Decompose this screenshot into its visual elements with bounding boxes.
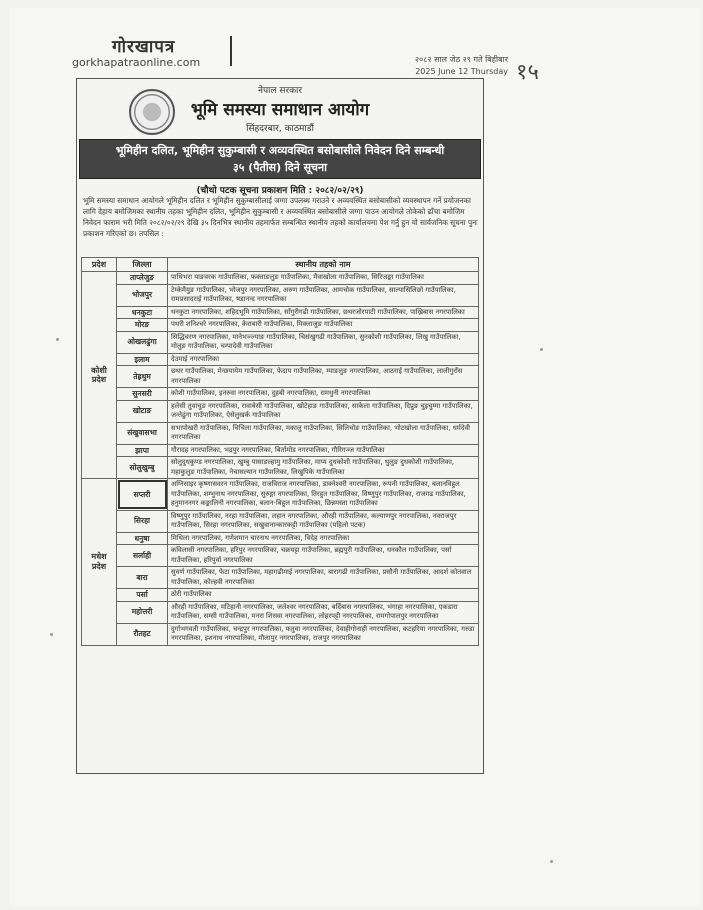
organization-location: सिंहदरबार, काठमाडौं xyxy=(246,124,314,134)
district-cell: सर्लाही xyxy=(117,545,168,567)
district-cell: इलाम xyxy=(117,353,168,366)
table-row xyxy=(82,388,479,401)
district-cell: पर्सा xyxy=(117,589,168,602)
local-levels-cell: हलेसी तुवाचुङ नगरपालिका, रावाबेसी गाउँपालिका, खोटेहाङ गाउँपालिका, साकेला गाउँपालिका, दिप्रुङ चुइचुम्मा गाउँपालिका, जन्तेढुंगा गाउँपालिका, ऐसेलुखर्क गाउँपालिका xyxy=(168,400,479,422)
local-levels-cell: सुवर्ण गाउँपालिका, फेटा गाउँपालिका, महागढीमाई नगरपालिका, बारागढी गाउँपालिका, प्रसौनी गाउँपालिका, आदर्श कोतवाल गाउँपालिका, कोल्हवी नगरपालिका xyxy=(168,567,479,589)
district-cell: भोजपुर xyxy=(117,284,168,306)
local-levels-cell: दुर्गाभगवती गाउँपालिका, चन्द्रपुर नगरपालिका, फतुवा नगरपालिका, देवाहीगोनाही नगरपालिका, कटहरिया नगरपालिका, गरुडा नगरपालिका, इशनाथ नगरपालिका, मौलापुर नगरपालिका, राजपुर नगरपालिका xyxy=(168,623,479,645)
local-levels-table xyxy=(81,257,479,646)
district-cell: सुनसरी xyxy=(117,388,168,401)
district-cell: धनुषा xyxy=(117,532,168,545)
table-row xyxy=(82,532,479,545)
district-cell: तेह्रथुम xyxy=(117,366,168,388)
local-levels-cell: छथर गाउँपालिका, मेन्छयायेम गाउँपालिका, फेदाप गाउँपालिका, म्याङलुङ नगरपालिका, आठराई गाउँपालिका, लालीगुराँस नगरपालिका xyxy=(168,366,479,388)
table-row xyxy=(82,331,479,353)
district-cell: सप्तरी xyxy=(117,479,168,511)
publication-date: (चौथो पटक सूचना प्रकाशन मिति : २०८२/०२/२९) xyxy=(196,186,364,196)
table-row xyxy=(82,601,479,623)
header-district: जिल्ला xyxy=(117,258,168,272)
masthead-divider xyxy=(230,36,232,66)
table-row xyxy=(82,284,479,306)
newspaper-masthead xyxy=(72,32,539,85)
district-cell: संखुवासभा xyxy=(117,422,168,444)
district-cell: धनकुटा xyxy=(117,306,168,319)
local-levels-cell: कोशी गाउँपालिका, इनरुवा नगरपालिका, दुहबी नगरपालिका, रामधुनी नगरपालिका xyxy=(168,388,479,401)
local-levels-cell: सोलुदुधकुण्ड नगरपालिका, खुम्बु पासाङल्हामु गाउँपालिका, माप्य दुधकोशी गाउँपालिका, थुलुङ दुधकोशी गाउँपालिका, महाकुलुङ गाउँपालिका, नेचासल्यान गाउँपालिका, लिखुपिके गाउँपालिका xyxy=(168,457,479,479)
local-levels-cell: ठोरी गाउँपालिका xyxy=(168,589,479,602)
district-cell: ताप्लेजुङ xyxy=(117,272,168,285)
scan-speck xyxy=(550,860,553,863)
newspaper-url: gorkhapatraonline.com xyxy=(72,56,201,69)
table-row xyxy=(82,444,479,457)
local-levels-cell: गौरादह नगरपालिका, भद्रपुर नगरपालिका, बिर्तामोड नगरपालिका, गौरिगञ्ज गाउँपालिका xyxy=(168,444,479,457)
notice-body-text: भूमि समस्या समाधान आयोगले भूमिहीन दलित र भूमिहीन सुकुम्बासीलाई जग्गा उपलब्ध गराउने र अव्यवस्थित बसोबासीको व्यवस्थापन गर्ने प्रयोजनका लागि देहाय बमोजिमका स्थानीय तहका भूमिहीन दलित, भूमिहीन सुकुम्बासी र अव्यवस्थित बसोबासीले जग्गा पाउन आयोगले तोकेको ढाँचा बमोजिम निवेदन फाराम भरी मिति २०८२/०२/२९ देखि ३५ दिनभित्र स्थानीय तहमार्फत सम्बन्धित स्थानीय तहको कार्यालयमा पेश गर्नु हुन यो सार्वजनिक सूचना पुनः प्रकाशन गरिएको छ। तपसिल : xyxy=(83,196,478,238)
local-levels-cell: सभापोखरी गाउँपालिका, चिचिला गाउँपालिका, मकालु गाउँपालिका, सिलिचोङ गाउँपालिका, भोटखोला गाउँपालिका, धर्मदेवी नगरपालिका xyxy=(168,422,479,444)
district-cell: खोटाङ xyxy=(117,400,168,422)
district-cell: ओखलढुंगा xyxy=(117,331,168,353)
scan-speck xyxy=(540,348,543,351)
table-row xyxy=(82,623,479,645)
table-row xyxy=(82,510,479,532)
table-row xyxy=(82,353,479,366)
table-row xyxy=(82,366,479,388)
scan-speck xyxy=(50,633,53,636)
table-header-row xyxy=(82,258,479,272)
local-levels-cell: धनकुटा नगरपालिका, शहिदभूमि गाउँपालिका, साँगुरीगढी गाउँपालिका, छथरजोरपाटी गाउँपालिका, पाख्रिबास नगरपालिका xyxy=(168,306,479,319)
header-local-level: स्थानीय तहको नाम xyxy=(168,258,479,272)
table-row xyxy=(82,306,479,319)
header-province: प्रदेश xyxy=(82,258,117,272)
local-levels-cell: देउमाई नगरपालिका xyxy=(168,353,479,366)
local-levels-cell: सिद्धिचरण नगरपालिका, मानेभञ्ज्याङ गाउँपालिका, चिसंखुगढी गाउँपालिका, सुनकोशी गाउँपालिका, लिखु गाउँपालिका, मोलुङ गाउँपालिका, चम्पादेवी गाउँपालिका xyxy=(168,331,479,353)
dateline xyxy=(398,54,508,78)
province-cell: कोशी प्रदेश xyxy=(82,272,117,479)
table-row xyxy=(82,272,479,285)
district-cell: मोरङ xyxy=(117,319,168,332)
notice-title-banner xyxy=(79,139,481,179)
district-cell: महोत्तरी xyxy=(117,601,168,623)
local-levels-cell: टेम्केमैयुङ गाउँपालिका, भोजपुर नगरपालिका, अरुण गाउँपालिका, आमचोक गाउँपालिका, साल्पासिलिछो गाउँपालिका, रामप्रसादराई गाउँपालिका, षडानन्द नगरपालिका xyxy=(168,284,479,306)
scanned-page xyxy=(10,8,700,906)
table-row xyxy=(82,457,479,479)
page-number: १५ xyxy=(516,60,539,85)
public-notice xyxy=(76,78,484,774)
scan-speck xyxy=(56,338,59,341)
table-row xyxy=(82,422,479,444)
local-levels-cell: पथरी शनिश्चरे नगरपालिका, केराबारी गाउँपालिका, मिक्लाजुङ गाउँपालिका xyxy=(168,319,479,332)
local-levels-cell: अग्निसाइर कृष्णासवरन गाउँपालिका, राजविराज नगरपालिका, डाक्नेश्वरी नगरपालिका, रूपनी गाउँपालिका, बलानविहुल गाउँपालिका, शम्भुनाथ नगरपालिका, सुरुङ्गा नगरपालिका, तिरहुत गाउँपालिका, विष्णुपुर गाउँपालिका, राजगढ गाउँपालिका, हनुमाननगर कङ्कालिनी नगरपालिका, बलान-बिहुल गाउँपालिका, छिन्नमस्ता गाउँपालिका xyxy=(168,479,479,511)
local-levels-cell: कविलासी नगरपालिका, हरिपुर नगरपालिका, चक्रघट्टा गाउँपालिका, ब्रह्मपुरी गाउँपालिका, धनकौल गाउँपालिका, पर्सा गाउँपालिका, हरिपुर्वा नगरपालिका xyxy=(168,545,479,567)
district-cell: रौतहट xyxy=(117,623,168,645)
district-cell: सिरहा xyxy=(117,510,168,532)
table-row xyxy=(82,319,479,332)
table-row xyxy=(82,589,479,602)
district-cell: सोलुखुम्बु xyxy=(117,457,168,479)
government-label: नेपाल सरकार xyxy=(257,86,303,96)
newspaper-name: गोरखापत्र xyxy=(112,37,176,57)
date-english: 2025 June 12 Thursday xyxy=(415,67,508,76)
notice-title-line2: ३५ (पैतीस) दिने सूचना xyxy=(233,161,327,174)
table-row xyxy=(82,567,479,589)
table-row xyxy=(82,479,479,511)
table-row xyxy=(82,400,479,422)
province-cell: मधेश प्रदेश xyxy=(82,479,117,646)
district-cell: झापा xyxy=(117,444,168,457)
local-levels-cell: औरही गाउँपालिका, मटिहानी नगरपालिका, जलेश्वर नगरपालिका, बर्दिबास नगरपालिका, भंगाहा नगरपालिका, एकडारा गाउँपालिका, सम्सी गाउँपालिका, मनरा शिसवा नगरपालिका, लोहरपट्टी नगरपालिका, रामगोपालपुर नगरपालिका xyxy=(168,601,479,623)
local-levels-cell: विष्णुपुर गाउँपालिका, नरहा गाउँपालिका, लहान नगरपालिका, औरही गाउँपालिका, कल्याणपुर नगरपालिका, नवराजपुर गाउँपालिका, सिरहा नगरपालिका, सखुवानान्कारकट्टी गाउँपालिका (पहिलो पटक) xyxy=(168,510,479,532)
notice-title-line1: भूमिहीन दलित, भूमिहीन सुकुम्बासी र अव्यवस्थित बसोबासीले निवेदन दिने सम्बन्धी xyxy=(115,144,445,157)
local-levels-cell: पाथिभरा याङवरक गाउँपालिका, फक्ताङलुङ गाउँपालिका, मैवाखोला गाउँपालिका, सिरिजङ्घा गाउँपालिका xyxy=(168,272,479,285)
local-levels-cell: मिथिला नगरपालिका, गणेशमान चारनाथ नगरपालिका, विदेह नगरपालिका xyxy=(168,532,479,545)
organization-name: भूमि समस्या समाधान आयोग xyxy=(190,100,370,120)
table-row xyxy=(82,545,479,567)
date-nepali: २०८२ साल जेठ २९ गते बिहीबार xyxy=(414,55,508,64)
district-cell: बारा xyxy=(117,567,168,589)
